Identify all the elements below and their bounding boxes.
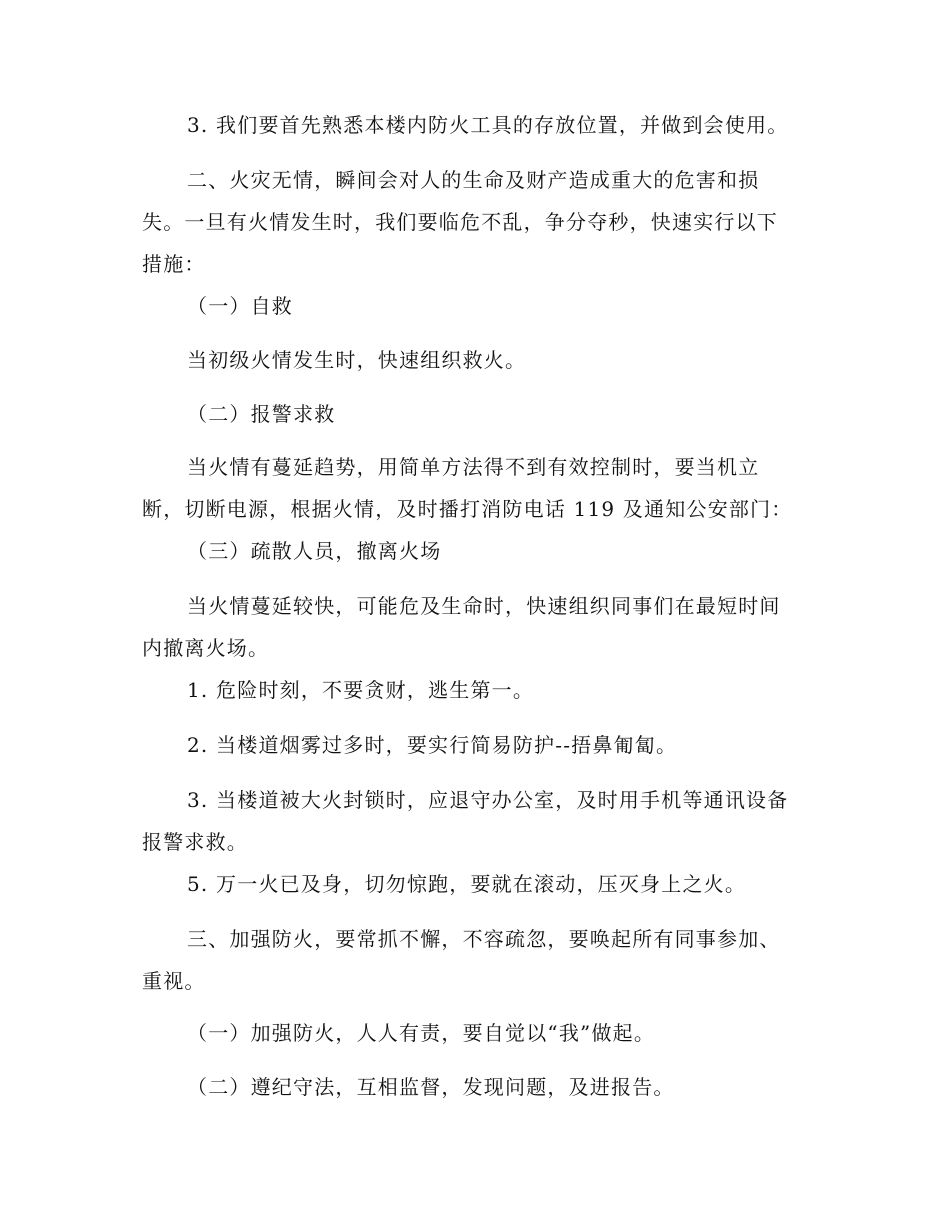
- paragraph-line: 1. 危险时刻，不要贪财，逃生第一。: [187, 678, 535, 702]
- paragraph-4: [142, 339, 802, 381]
- paragraph-line: 报警求救。: [142, 830, 248, 854]
- paragraph-line: 3. 我们要首先熟悉本楼内防火工具的存放位置，并做到会使用。: [187, 113, 789, 137]
- paragraph-line: （二）遵纪守法，互相监督，发现问题，及进报告。: [187, 1075, 675, 1099]
- paragraph-line: 二、火灾无情，瞬间会对人的生命及财产造成重大的危害和损: [187, 168, 760, 192]
- paragraph-6: [142, 446, 802, 530]
- paragraph-13: [142, 918, 802, 1002]
- paragraph-line: 当初级火情发生时，快速组织救火。: [187, 348, 527, 372]
- paragraph-9: [142, 669, 802, 711]
- paragraph-8: [142, 585, 802, 669]
- paragraph-line: 重视。: [142, 969, 206, 993]
- paragraph-line: 5. 万一火已及身，切勿惊跑，要就在滚动，压灭身上之火。: [187, 872, 747, 896]
- paragraph-line: （一）加强防火，人人有责，要自觉以“我”做起。: [187, 1021, 656, 1045]
- paragraph-line: （一）自救: [187, 294, 293, 318]
- paragraph-10: [142, 724, 802, 766]
- paragraph-line: 断，切断电源，根据火情，及时播打消防电话 119 及通知公安部门：: [142, 497, 793, 521]
- paragraph-line: 措施：: [142, 252, 206, 276]
- paragraph-line: 2. 当楼道烟雾过多时，要实行简易防护--捂鼻匍匐。: [187, 733, 678, 757]
- paragraph-line: 内撤离火场。: [142, 636, 270, 660]
- paragraph-line: 三、加强防火，要常抓不懈，不容疏忽，要唤起所有同事参加、: [187, 927, 781, 951]
- paragraph-3: [142, 285, 802, 327]
- paragraph-line: 3. 当楼道被大火封锁时，应退守办公室，及时用手机等通讯设备: [187, 788, 789, 812]
- paragraph-5: [142, 393, 802, 435]
- paragraph-2: [142, 159, 802, 285]
- paragraph-12: [142, 863, 802, 905]
- paragraph-14: [142, 1012, 802, 1054]
- paragraph-line: 当火情蔓延较快，可能危及生命时，快速组织同事们在最短时间: [187, 594, 781, 618]
- paragraph-line: 当火情有蔓延趋势，用简单方法得不到有效控制时，要当机立: [187, 455, 760, 479]
- paragraph-line: （三）疏散人员，撤离火场: [187, 539, 442, 563]
- paragraph-line: （二）报警求救: [187, 402, 336, 426]
- paragraph-11: [142, 779, 802, 863]
- paragraph-line: 失。一旦有火情发生时，我们要临危不乱，争分夺秒，快速实行以下: [142, 210, 778, 234]
- paragraph-15: [142, 1066, 802, 1108]
- paragraph-7: [142, 530, 802, 572]
- paragraph-1: [142, 104, 802, 146]
